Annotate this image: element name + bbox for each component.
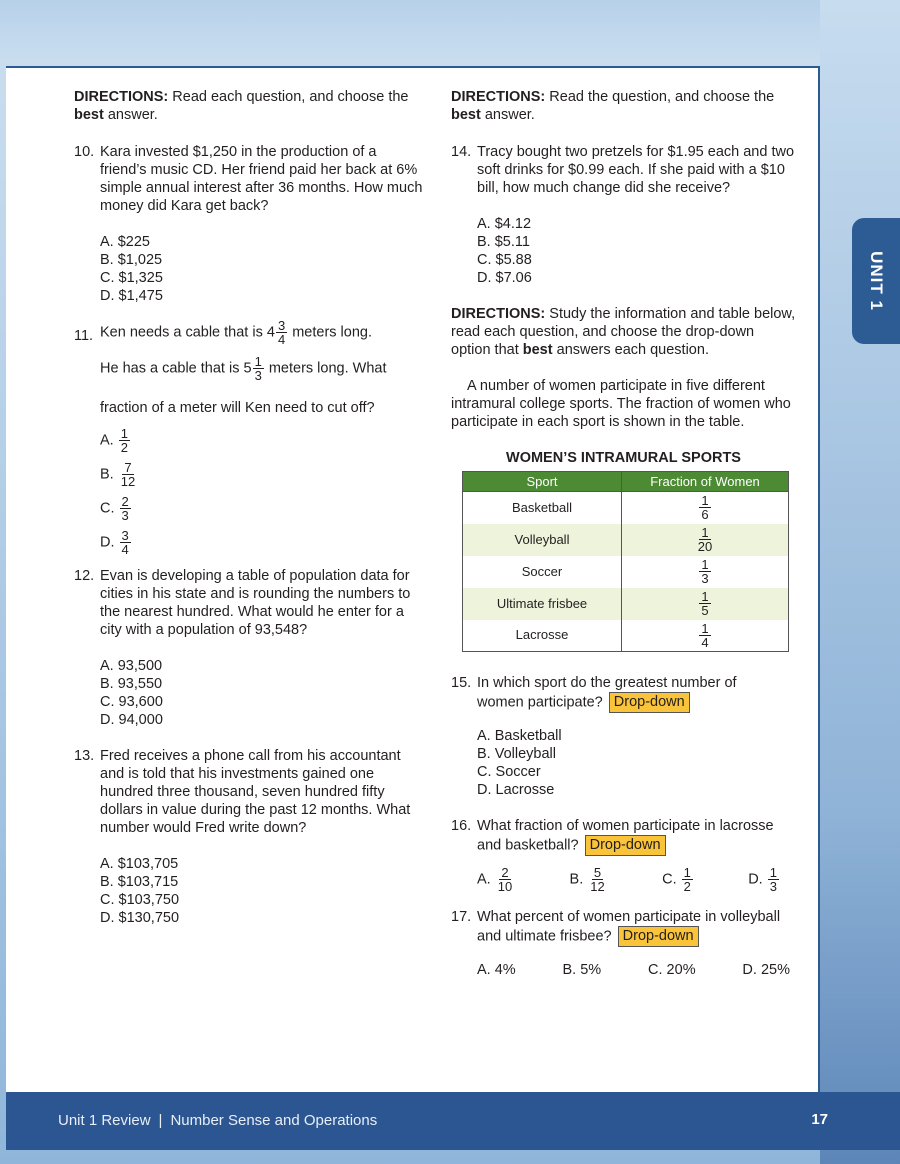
passage-text: A number of women participate in five different intramural college sports. The fraction of women who participate in each sport is shown in the table. xyxy=(451,378,791,430)
answer-option[interactable]: D. $130,750 xyxy=(100,910,180,926)
footer-breadcrumb xyxy=(58,1112,377,1129)
directions-bold: best xyxy=(522,342,553,358)
question-12-options xyxy=(74,657,424,729)
question-12 xyxy=(74,567,424,639)
table-row xyxy=(463,492,789,524)
directions-label: DIRECTIONS: xyxy=(451,306,546,322)
question-11 xyxy=(74,319,424,417)
answer-option[interactable]: B. $\frac{5}{12}$ xyxy=(569,864,605,894)
question-text-line xyxy=(477,926,796,947)
footer-topic: Number Sense and Operations xyxy=(170,1112,378,1129)
answer-option[interactable]: C. Soccer xyxy=(477,764,541,780)
directions-bold: best xyxy=(451,107,481,123)
question-number: 12. xyxy=(74,568,95,584)
table-row xyxy=(463,620,789,652)
table-cell-sport: Basketball xyxy=(463,492,622,524)
question-17 xyxy=(451,908,796,947)
question-14-options xyxy=(451,215,796,287)
answer-option[interactable]: C. $5.88 xyxy=(477,252,532,268)
question-15 xyxy=(451,674,796,713)
question-16-options xyxy=(451,862,796,896)
question-text: Evan is developing a table of population data for cities in his state and is rounding the numbers to the nearest hundred. What would he enter for a city with a population of 93,548? xyxy=(100,568,411,638)
answer-option[interactable]: C. $\frac{2}{3}$ xyxy=(100,494,129,523)
answer-option[interactable]: C. 20% xyxy=(648,962,696,978)
answer-option[interactable]: A. 93,500 xyxy=(100,658,163,674)
question-text: In which sport do the greatest number of xyxy=(477,675,737,691)
question-14 xyxy=(451,143,796,197)
answer-option[interactable]: D. 25% xyxy=(742,962,790,978)
question-text: What percent of women participate in volleyball xyxy=(477,909,781,925)
answer-option[interactable]: B. Volleyball xyxy=(477,746,556,762)
question-text-line xyxy=(477,692,796,713)
table-cell-sport: Ultimate frisbee xyxy=(463,588,622,620)
fraction: $\frac{3}{4}$ xyxy=(277,318,286,347)
question-text: Kara invested $1,250 in the production of a friend’s music CD. Her friend paid her back at 6% simple annual interest after 36 months. How much money did Kara get back? xyxy=(100,144,423,214)
answer-option[interactable]: A. $\frac{1}{2}$ xyxy=(100,426,128,455)
table-row xyxy=(463,556,789,588)
question-line xyxy=(100,319,424,353)
footer-section: Unit 1 Review xyxy=(58,1112,151,1129)
directions-text-end: answer. xyxy=(107,107,158,123)
directions-right-2 xyxy=(451,305,796,359)
answer-option[interactable]: D. $7.06 xyxy=(477,270,532,286)
question-number: 10. xyxy=(74,144,95,160)
question-number: 14. xyxy=(451,144,472,160)
directions-text: Read each question, and choose the xyxy=(172,89,409,105)
answer-option[interactable]: A. Basketball xyxy=(477,728,562,744)
question-text: fraction of a meter will Ken need to cut off? xyxy=(100,400,375,416)
question-16 xyxy=(451,817,796,856)
table-cell-fraction: $\frac{1}{5}$ xyxy=(622,588,789,620)
directions-label: DIRECTIONS: xyxy=(451,89,546,105)
mixed-number-whole: 4 xyxy=(266,324,275,341)
question-text: He has a cable that is xyxy=(100,360,240,377)
directions-label: DIRECTIONS: xyxy=(74,89,169,105)
question-text: Fred receives a phone call from his accountant and is told that his investments gained one hundred three thousand, seven hundred fifty dollars in value during the past 12 months. What number would Fred write down? xyxy=(100,748,411,836)
answer-option[interactable]: C. $\frac{1}{2}$ xyxy=(662,864,691,894)
question-number: 17. xyxy=(451,909,472,925)
question-number: 11. xyxy=(74,328,94,344)
table-cell-fraction: $\frac{1}{3}$ xyxy=(622,556,789,588)
answer-option[interactable]: B. 5% xyxy=(562,962,602,978)
question-text: Tracy bought two pretzels for $1.95 each and two soft drinks for $0.99 each. If she paid with a $10 bill, how much change did she receive? xyxy=(477,144,795,196)
directions-text: Read the question, and choose the xyxy=(549,89,775,105)
answer-option[interactable]: C. $1,325 xyxy=(100,270,163,286)
table-title: WOMEN’S INTRAMURAL SPORTS xyxy=(506,450,741,466)
answer-option[interactable]: B. $103,715 xyxy=(100,874,179,890)
answer-option[interactable]: A. $103,705 xyxy=(100,856,179,872)
question-line xyxy=(100,355,424,389)
table-cell-sport: Lacrosse xyxy=(463,620,622,652)
page-edge-background xyxy=(820,0,900,1164)
question-text: What fraction of women participate in lacrosse xyxy=(477,818,774,834)
sports-table xyxy=(462,471,789,652)
mixed-number-whole: 5 xyxy=(243,360,252,377)
answer-option[interactable]: D. $\frac{3}{4}$ xyxy=(100,528,129,557)
answer-option[interactable]: C. 93,600 xyxy=(100,694,163,710)
answer-option[interactable]: B. $5.11 xyxy=(477,234,530,250)
table-header-row xyxy=(463,472,789,492)
footer-separator: | xyxy=(158,1112,163,1129)
question-13 xyxy=(74,747,424,837)
directions-text-end: answers each question. xyxy=(556,342,709,358)
question-11-options xyxy=(74,427,424,563)
question-text: meters long. xyxy=(292,324,373,341)
directions-right-1 xyxy=(451,88,796,124)
page-number: 17 xyxy=(811,1111,828,1128)
table-row xyxy=(463,588,789,620)
directions-text-end: answer. xyxy=(484,107,535,123)
question-text: and ultimate frisbee? xyxy=(477,928,612,945)
answer-option[interactable]: D. $1,475 xyxy=(100,288,163,304)
answer-option[interactable]: B. $\frac{7}{12}$ xyxy=(100,460,136,489)
table-cell-fraction: $\frac{1}{4}$ xyxy=(622,620,789,652)
question-text: women participate? xyxy=(477,694,603,711)
question-number: 13. xyxy=(74,748,95,764)
answer-option[interactable]: C. $103,750 xyxy=(100,892,180,908)
unit-tab xyxy=(852,218,900,344)
table-header-fraction: Fraction of Women xyxy=(622,472,789,492)
question-text: meters long. What xyxy=(268,360,387,377)
question-15-options xyxy=(451,727,796,799)
unit-tab-label: UNIT 1 xyxy=(867,251,886,311)
table-cell-sport: Volleyball xyxy=(463,524,622,556)
left-column xyxy=(74,88,424,927)
question-13-options xyxy=(74,855,424,927)
answer-option[interactable]: D. Lacrosse xyxy=(477,782,555,798)
question-number: 15. xyxy=(451,675,472,691)
page-footer xyxy=(6,1092,900,1150)
table-cell-sport: Soccer xyxy=(463,556,622,588)
directions-text: Study the information and table below, read each question, and choose the drop-down option that xyxy=(451,306,796,358)
question-17-options xyxy=(451,961,796,979)
directions-left xyxy=(74,88,424,124)
table-row xyxy=(463,524,789,556)
table-cell-fraction: $\frac{1}{20}$ xyxy=(622,524,789,556)
directions-bold: best xyxy=(74,107,104,123)
answer-option[interactable]: A. $\frac{2}{10}$ xyxy=(477,864,513,894)
answer-dropdown[interactable]: Drop-down xyxy=(618,926,699,947)
question-10-options xyxy=(74,233,424,305)
answer-option[interactable]: B. 93,550 xyxy=(100,676,163,692)
table-cell-fraction: $\frac{1}{6}$ xyxy=(622,492,789,524)
question-text-line xyxy=(477,835,796,856)
fraction: $\frac{1}{3}$ xyxy=(254,354,262,383)
answer-option[interactable]: D. $\frac{1}{3}$ xyxy=(748,864,777,894)
answer-dropdown[interactable]: Drop-down xyxy=(609,692,690,713)
question-10 xyxy=(74,143,424,215)
answer-option[interactable]: A. 4% xyxy=(477,962,516,978)
answer-option[interactable]: A. $225 xyxy=(100,234,150,250)
answer-option[interactable]: D. 94,000 xyxy=(100,712,163,728)
right-column xyxy=(451,88,796,979)
question-text: and basketball? xyxy=(477,837,579,854)
question-text: Ken needs a cable that is xyxy=(100,324,263,341)
answer-option[interactable]: B. $1,025 xyxy=(100,252,163,268)
table-header-sport: Sport xyxy=(463,472,622,492)
answer-dropdown[interactable]: Drop-down xyxy=(585,835,666,856)
answer-option[interactable]: A. $4.12 xyxy=(477,216,532,232)
question-number: 16. xyxy=(451,818,472,834)
